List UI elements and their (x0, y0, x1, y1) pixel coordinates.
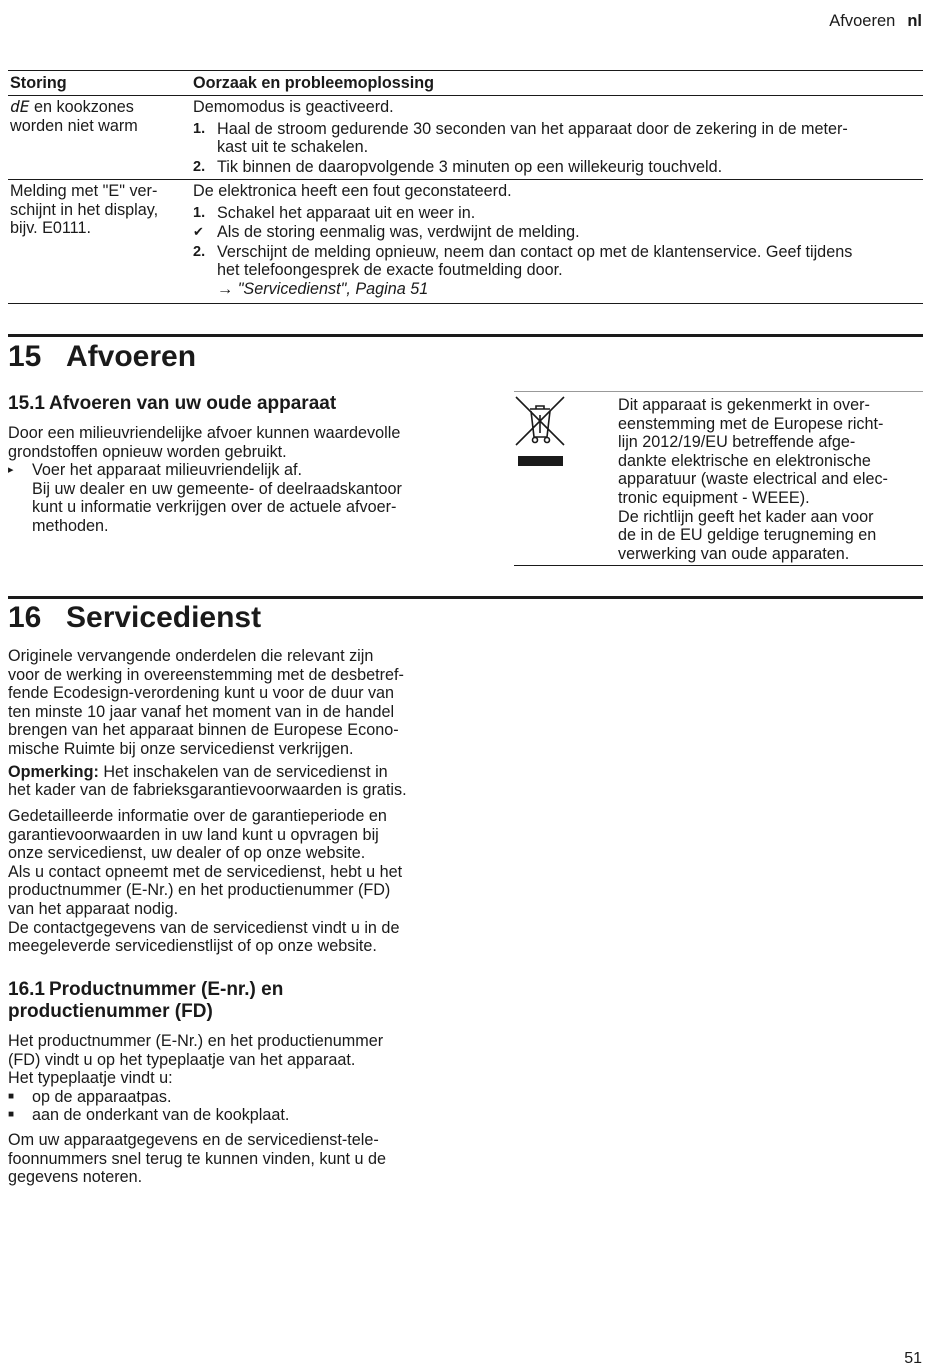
bullet-triangle-icon: ▸ (8, 464, 14, 477)
weee-box-bottom-rule (514, 565, 923, 566)
weee-notice: Dit apparaat is gekenmerkt in over- eenstemming met de Europese richt- lijn 2012/19/EU betreffende afge- dankte elektrische en elektronische apparatuur (waste electrical and elec- tronic equipment - WEEE). De richtlijn geeft het kader aan voor de in de EU geldige terugneming en verwerking van oude apparaten. (618, 396, 888, 563)
bullet-square-icon: ■ (8, 1109, 15, 1121)
table-row-2-fault: Melding met "E" ver- schijnt in het display, bijv. E0111. (10, 182, 159, 238)
note: Opmerking: Het inschakelen van de servicedienst in (8, 762, 388, 781)
section-16-intro: Originele vervangende onderdelen die relevant zijn voor de werking in overeenstemming met de desbetref- fende Ecodesign-verordening kunt u voor de duur van ten minste 10 jaar vanaf het moment van in de handel brengen van het apparaat binnen de Europese Econo- mische Ruimte bij onze servicedienst verkrijgen. Opmerking: Het inschakelen van de servicedienst in het kader van de fabrieksgarantievoorwaarden is gratis. (8, 647, 448, 800)
section-16-heading: 16 Servicedienst (8, 601, 262, 634)
section-15-heading: 15 Afvoeren (8, 340, 197, 373)
arrow-icon: → (217, 279, 234, 298)
note-label: Opmerking: (8, 762, 99, 781)
display-symbol: dE (10, 97, 30, 116)
table-header-rule (8, 95, 923, 96)
section-15-body: Door een milieuvriendelijke afvoer kunnen waardevolle grondstoffen opnieuw worden gebruikt. ▸ Voer het apparaat milieuvriendelijk af. Bij uw dealer en uw gemeente- of deelraadskantoor kunt u informatie verkrijgen over de actuele afvoer- methoden. (8, 424, 448, 536)
section-16-1-body: Het productnummer (E-Nr.) en het productienummer (FD) vindt u op het typeplaatje van het apparaat. Het typeplaatje vindt u: ■ op de apparaatpas. ■ aan de onderkant van de kookplaat. Om uw apparaatgegevens en de servicedienst-tele- foonnummers snel terug te kunnen vinden, kunt u de gegevens noteren. (8, 1032, 448, 1187)
check-icon: ✔ (193, 224, 204, 240)
crossed-out-wheelie-bin-icon (514, 395, 566, 447)
subsection-15-1-heading: 15.1 Afvoeren van uw oude apparaat (8, 393, 337, 414)
header-language: nl (907, 12, 922, 30)
running-header (829, 12, 922, 31)
step-2: 2. Tik binnen de daaropvolgende 3 minuten op een willekeurig touchveld. (193, 157, 723, 176)
table-bottom-rule (8, 303, 923, 304)
cross-reference[interactable] (193, 280, 918, 299)
section-16-warranty: Gedetailleerde informatie over de garantieperiode en garantievoorwaarden in uw land kunt u opvragen bij onze servicedienst, uw dealer of op onze website. Als u contact opneemt met de servicedienst, hebt u het productnummer (E-Nr.) en het productienummer (FD) van het apparaat nodig. De contactgegevens van de servicedienst vindt u in de meegeleverde servicedienstlijst of op onze website. (8, 807, 403, 956)
list-item: ▸ Voer het apparaat milieuvriendelijk af. Bij uw dealer en uw gemeente- of deelraadskantoor kunt u informatie verkrijgen over de actuele afvoer- methoden. (8, 461, 402, 535)
bullet-square-icon: ■ (8, 1090, 15, 1102)
weee-box-top-rule (514, 391, 923, 392)
table-header-fault: Storing (10, 74, 67, 92)
weee-solid-bar (518, 456, 563, 466)
page-number: 51 (904, 1350, 922, 1367)
step-2: 2. Verschijnt de melding opnieuw, neem dan contact op met de klantenservice. Geef tijdens het telefoongesprek de exacte foutmelding door. (193, 242, 853, 280)
header-section: Afvoeren (829, 12, 896, 30)
list-item: ■ aan de onderkant van de kookplaat. (8, 1106, 290, 1125)
table-row-rule (8, 179, 923, 180)
table-row-1-fault: dE en kookzones worden niet warm (10, 97, 138, 135)
section-16-rule (8, 596, 923, 599)
result-line: ✔ Als de storing eenmalig was, verdwijnt de melding. (193, 223, 580, 242)
table-row-2-cause: De elektronica heeft een fout geconstateerd. 1. Schakel het apparaat uit en weer in. ✔ Als de storing eenmalig was, verdwijnt de melding. 2. Verschijnt de melding opnieuw, neem dan contact op met de klantenservice. Geef tijdens het telefoongesprek de exacte foutmelding door. → "Servicedienst", Pagina 51 (193, 182, 918, 299)
step-1: 1. Schakel het apparaat uit en weer in. (193, 203, 476, 222)
page-reference-link[interactable]: "Servicedienst", Pagina 51 (237, 279, 429, 298)
table-row-1-cause: Demomodus is geactiveerd. 1. Haal de stroom gedurende 30 seconden van het apparaat door de zekering in de meter- kast uit te schakelen. 2. Tik binnen de daaropvolgende 3 minuten op een willekeurig touchveld. (193, 98, 918, 176)
section-15-rule (8, 334, 923, 337)
step-1: 1. Haal de stroom gedurende 30 seconden van het apparaat door de zekering in de meter- kast uit te schakelen. (193, 119, 848, 157)
subsection-16-1-heading: 16.1 Productnummer (E-nr.) en productienummer (FD) (8, 979, 284, 1022)
table-top-rule (8, 70, 923, 71)
list-item: ■ op de apparaatpas. (8, 1087, 172, 1106)
table-header-cause: Oorzaak en probleemoplossing (193, 74, 435, 92)
